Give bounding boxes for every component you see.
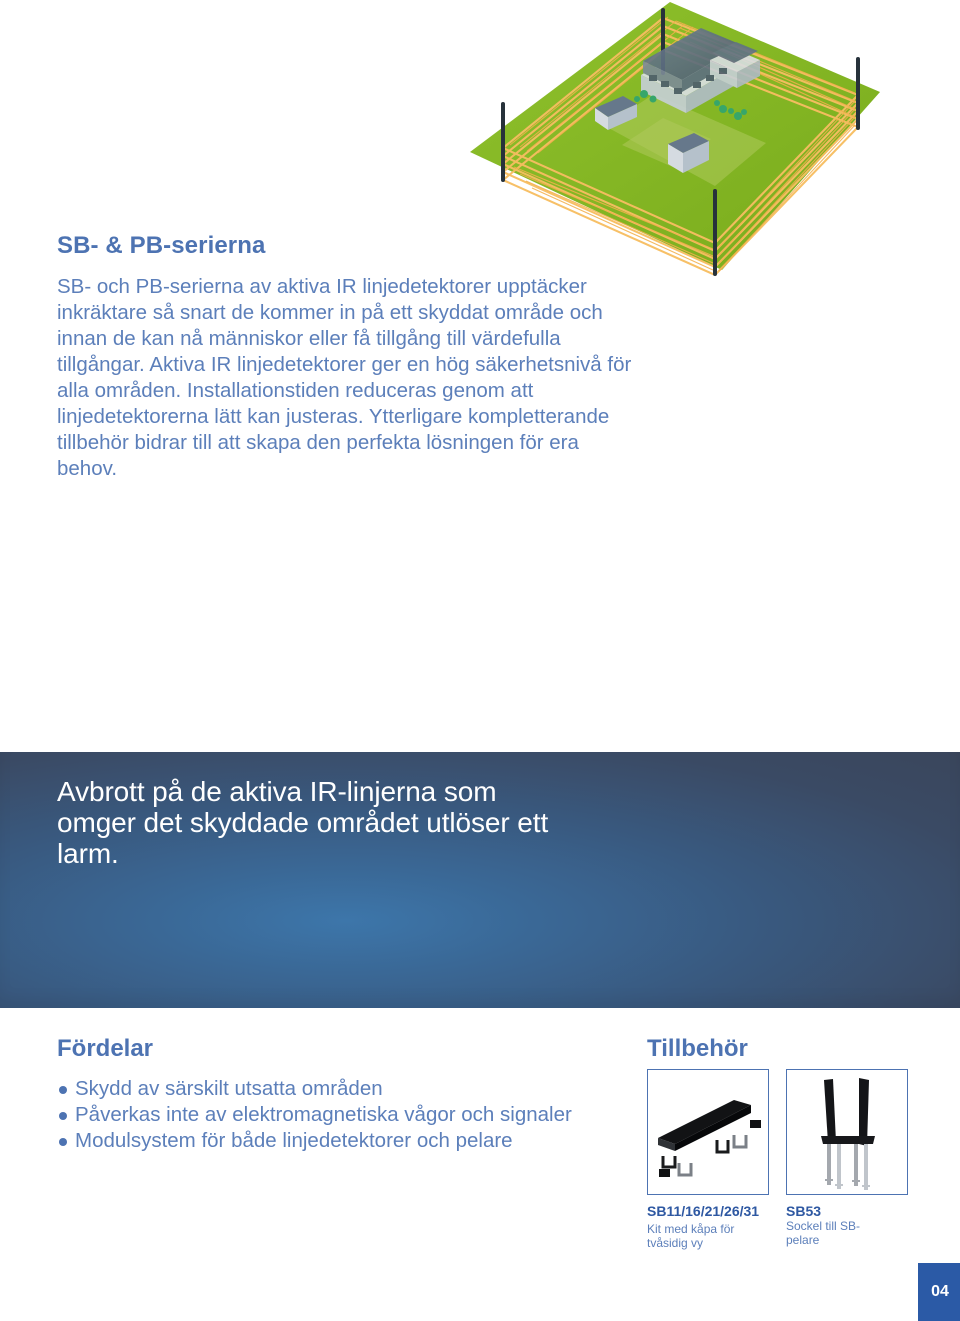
benefit-item: Modulsystem för både linjedetektorer och pelare [57,1128,627,1154]
accessories-title: Tillbehör [647,1035,748,1062]
benefit-item: Påverkas inte av elektromagnetiska vågor och signaler [57,1102,627,1128]
property-perimeter-illustration [460,0,890,285]
benefits-list [57,1076,627,1154]
product-name: SB11/16/21/26/31 [647,1203,760,1219]
product-description: Kit med kåpa för tvåsidig vy [647,1222,735,1250]
bracket-kit-image [648,1070,769,1195]
pillar-base-image [787,1070,908,1195]
alarm-banner-text: Avbrott på de aktiva IR-linjerna som omger det skyddade området utlöser ett larm. [57,776,549,869]
benefit-item: Skydd av särskilt utsatta områden [57,1076,627,1102]
section-title: SB- & PB-serierna [57,232,266,259]
product-card-sb53 [786,1069,908,1195]
product-description: Sockel till SB-pelare [786,1219,861,1247]
alarm-banner [0,752,960,1008]
product-card-sb11 [647,1069,769,1195]
intro-paragraph: SB- och PB-serierna av aktiva IR linjedetektorer upptäcker inkräktare så snart de kommer in på ett skyddat område och innan de kan nå människor eller få tillgång till värdefulla tillgångar. Aktiva IR linjedetektorer ger en hög säkerhetsnivå för alla områden. Installationstiden reduceras genom att linjedetektorerna lätt kan justeras. Ytterligare kompletterande tillbehör bidrar till att skapa den perfekta lösningen för era behov. [57,275,632,480]
product-name: SB53 [786,1203,822,1219]
benefits-title: Fördelar [57,1035,154,1062]
page-number-badge: 04 [918,1263,960,1321]
